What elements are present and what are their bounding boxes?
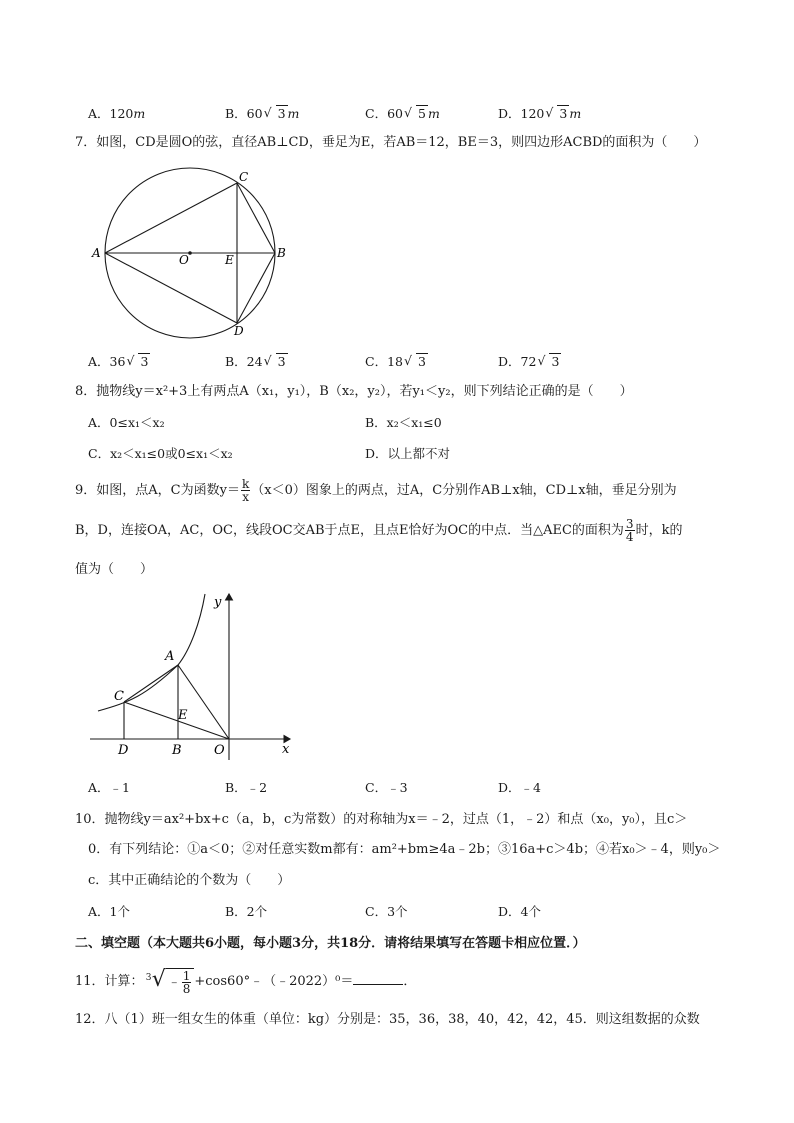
q9-option-a: A．﹣1: [88, 780, 130, 795]
q9-label-o: O: [214, 743, 225, 758]
q10-line-1: 10．抛物线y＝ax²+bx+c（a，b，c为常数）的对称轴为x＝﹣2，过点（1，﹣2）和点（x₀，y₀），且c＞: [75, 812, 688, 827]
q6-option-b: B．60√ 3 m: [225, 104, 299, 124]
q7-label-o: O: [179, 253, 189, 267]
q7-option-d: D．72√ 3: [498, 352, 561, 372]
q9-line-3: 值为（ ）: [75, 562, 154, 577]
q10-line-3: c．其中正确结论的个数为（ ）: [88, 873, 291, 888]
q12-question: 12．八（1）班一组女生的体重（单位：kg）分别是：35，36，38，40，42，42，45．则这组数据的众数: [75, 1012, 700, 1027]
q7-label-b: B: [277, 246, 286, 260]
section-2-heading: 二、填空题（本大题共6小题，每小题3分，共18分．请将结果填写在答题卡相应位置．）: [75, 936, 586, 951]
q10-option-b: B．2个: [225, 904, 268, 919]
q10-line-2: 0．有下列结论：①a＜0；②对任意实数m都有：am²+bm≥4a﹣2b；③16a+c＞4b；④若x₀＞﹣4，则y₀＞: [88, 842, 721, 857]
q8-question: 8．抛物线y＝x²+3上有两点A（x₁，y₁），B（x₂，y₂），若y₁＜y₂，则下列结论正确的是（ ）: [75, 384, 633, 399]
q11-cube-root: 3 √ ﹣ $\frac{1}{8}$: [148, 966, 195, 997]
q7-circle-figure: [85, 165, 300, 340]
q9-fraction-k-over-x: $\frac{k}{x}$: [241, 477, 250, 504]
q10-option-d: D．4个: [498, 904, 541, 919]
q6-option-c: C．60√ 5 m: [365, 104, 440, 124]
q9-line-1: 9．如图，点A，C为函数y＝ $\frac{k}{x}$ （x＜0）图象上的两点，过A，C分别作AB⊥x轴，CD⊥x轴，垂足分别为: [75, 477, 677, 504]
q9-label-d: D: [118, 743, 129, 758]
q9-label-e: E: [178, 708, 188, 723]
q8-option-a: A．0≤x₁＜x₂: [88, 415, 165, 430]
q9-label-c: C: [114, 689, 124, 704]
q7-label-a: A: [92, 246, 101, 260]
q9-fraction-three-quarters: $\frac{3}{4}$: [625, 517, 634, 544]
q7-option-b: B．24√ 3: [225, 352, 288, 372]
q9-label-a: A: [165, 649, 175, 664]
q7-option-c: C．18√ 3: [365, 352, 428, 372]
q10-option-c: C．3个: [365, 904, 408, 919]
q9-option-b: B．﹣2: [225, 780, 268, 795]
q9-label-y: y: [214, 595, 222, 610]
q7-label-d: D: [234, 324, 244, 338]
q7-label-e: E: [225, 253, 234, 267]
q9-label-x: x: [282, 742, 290, 757]
q6-option-d: D．120√ 3 m: [498, 104, 581, 124]
q7-option-a: A．36√ 3: [88, 352, 150, 372]
q8-option-d: D．以上都不对: [365, 446, 451, 461]
q7-question: 7．如图，CD是圆O的弦，直径AB⊥CD，垂足为E，若AB＝12，BE＝3，则四边形ACBD的面积为（ ）: [75, 135, 707, 150]
q9-function-figure: [90, 588, 305, 763]
q9-label-b: B: [172, 743, 182, 758]
q9-option-c: C．﹣3: [365, 780, 408, 795]
q10-option-a: A．1个: [88, 904, 130, 919]
q9-line-2: B，D，连接OA，AC，OC，线段OC交AB于点E，且点E恰好为OC的中点．当△AEC的面积为 $\frac{3}{4}$ 时，k的: [75, 517, 683, 544]
q8-option-b: B．x₂＜x₁≤0: [365, 415, 442, 430]
q6-option-a: A．120m: [88, 106, 146, 121]
q8-option-c: C．x₂＜x₁≤0或0≤x₁＜x₂: [88, 446, 233, 461]
q7-label-c: C: [239, 170, 249, 184]
q11-question: 11．计算： 3 √ ﹣ $\frac{1}{8}$ +cos60°﹣（﹣2022）⁰＝ ．: [75, 967, 417, 996]
q11-answer-blank: [353, 970, 403, 985]
q9-option-d: D．﹣4: [498, 780, 541, 795]
